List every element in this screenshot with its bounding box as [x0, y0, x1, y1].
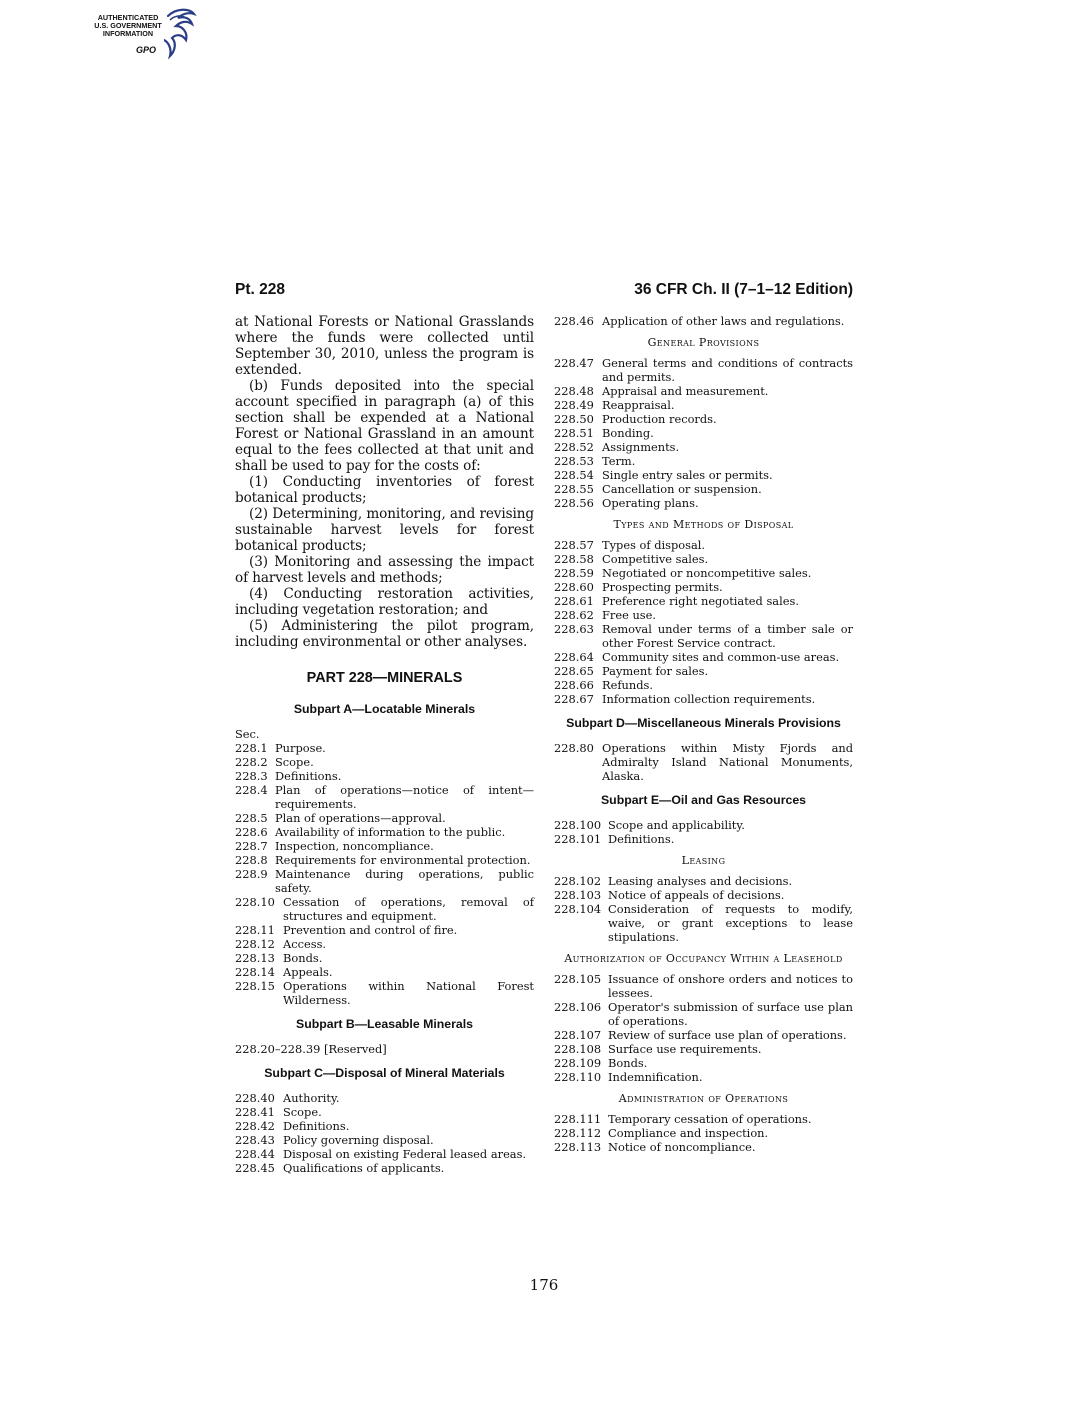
toc-entry	[554, 538, 853, 552]
toc-section-title: Review of surface use plan of operations.	[608, 1028, 847, 1042]
toc-section-title: Operating plans.	[602, 496, 699, 510]
toc-section-number: 228.43	[235, 1133, 275, 1147]
toc-entry	[554, 1112, 853, 1126]
paragraph-b-5: (5) Administering the pilot program, including environmental or other analyses.	[235, 618, 534, 650]
authorization-heading: Authorization of Occupancy Within a Leasehold	[564, 952, 843, 965]
toc-entry	[235, 1133, 534, 1147]
paragraph-continued: at National Forests or National Grasslands where the funds were collected until September 30, 2010, unless the program is extended.	[235, 314, 534, 378]
authorization-toc	[554, 972, 853, 1084]
toc-section-number: 228.44	[235, 1147, 275, 1161]
toc-section-title: Negotiated or noncompetitive sales.	[602, 566, 812, 580]
toc-entry	[554, 482, 853, 496]
toc-entry	[554, 664, 853, 678]
toc-entry	[554, 1126, 853, 1140]
toc-entry	[235, 755, 534, 769]
toc-entry	[554, 818, 853, 832]
toc-section-number: 228.65	[554, 664, 594, 678]
toc-section-number: 228.63	[554, 622, 594, 636]
toc-section-title: Types of disposal.	[602, 538, 706, 552]
toc-section-number: 228.45	[235, 1161, 275, 1175]
toc-section-title: Cessation of operations, removal of structures and equipment.	[283, 895, 534, 923]
toc-section-number: 228.64	[554, 650, 594, 664]
logo-line-3: INFORMATION	[102, 29, 154, 39]
toc-section-title: Bonding.	[602, 426, 654, 440]
types-methods-toc	[554, 538, 853, 706]
toc-entry	[554, 440, 853, 454]
toc-section-title: Compliance and inspection.	[608, 1126, 769, 1140]
toc-section-number: 228.112	[554, 1126, 602, 1140]
toc-section-title: Definitions.	[275, 769, 342, 783]
toc-section-title: Plan of operations—approval.	[275, 811, 446, 825]
toc-entry	[554, 594, 853, 608]
left-column	[235, 314, 534, 1175]
subpart-c-toc-left	[235, 1091, 534, 1175]
toc-section-number: 228.113	[554, 1140, 602, 1154]
toc-section-title: Scope.	[283, 1105, 322, 1119]
types-methods-heading: Types and Methods of Disposal	[613, 518, 794, 531]
subpart-c-toc-right	[554, 314, 853, 328]
general-provisions-heading: General Provisions	[647, 336, 760, 349]
toc-section-number: 228.102	[554, 874, 602, 888]
toc-section-title: Leasing analyses and decisions.	[608, 874, 793, 888]
toc-section-number: 228.101	[554, 832, 602, 846]
subpart-a-heading: Subpart A—Locatable Minerals	[293, 702, 476, 716]
toc-entry	[235, 965, 534, 979]
toc-entry	[235, 839, 534, 853]
toc-section-title: Qualifications of applicants.	[283, 1161, 445, 1175]
toc-entry	[554, 468, 853, 482]
toc-entry	[235, 937, 534, 951]
toc-entry	[554, 1000, 853, 1028]
toc-entry	[554, 650, 853, 664]
subpart-e-toc	[554, 818, 853, 846]
toc-section-title: General terms and conditions of contracts and permits.	[602, 356, 853, 384]
toc-section-title: Definitions.	[608, 832, 675, 846]
toc-section-title: Scope.	[275, 755, 314, 769]
toc-entry	[554, 1070, 853, 1084]
toc-section-title: Prospecting permits.	[602, 580, 723, 594]
toc-section-number: 228.57	[554, 538, 594, 552]
toc-section-number: 228.48	[554, 384, 594, 398]
toc-section-title: Reappraisal.	[602, 398, 675, 412]
toc-entry	[554, 622, 853, 650]
toc-section-number: 228.12	[235, 937, 275, 951]
toc-entry	[554, 741, 853, 783]
toc-section-number: 228.15	[235, 979, 275, 993]
toc-section-title: Preference right negotiated sales.	[602, 594, 799, 608]
toc-entry	[554, 1042, 853, 1056]
paragraph-b: (b) Funds deposited into the special account specified in paragraph (a) of this section shall be expended at a National Forest or National Grassland in an amount equal to the fees collected at that unit and shall be used to pay for the costs of:	[235, 378, 534, 474]
toc-section-number: 228.107	[554, 1028, 602, 1042]
logo-text	[82, 14, 174, 39]
toc-entry	[235, 1161, 534, 1175]
toc-entry	[554, 1028, 853, 1042]
running-header-cfr: 36 CFR Ch. II (7–1–12 Edition)	[634, 281, 853, 298]
toc-section-title: Free use.	[602, 608, 656, 622]
toc-section-number: 228.106	[554, 1000, 602, 1014]
toc-section-number: 228.42	[235, 1119, 275, 1133]
toc-section-title: Maintenance during operations, public safety.	[275, 867, 534, 895]
toc-section-title: Inspection, noncompliance.	[275, 839, 434, 853]
toc-section-number: 228.67	[554, 692, 594, 706]
paragraph-b-3: (3) Monitoring and assessing the impact of harvest levels and methods;	[235, 554, 534, 586]
toc-section-number: 228.56	[554, 496, 594, 510]
toc-section-number: 228.6	[235, 825, 268, 839]
toc-section-title: Operations within Misty Fjords and Admiralty Island National Monuments, Alaska.	[602, 741, 853, 783]
toc-section-number: 228.9	[235, 867, 268, 881]
leasing-toc	[554, 874, 853, 944]
toc-section-title: Notice of noncompliance.	[608, 1140, 756, 1154]
toc-section-number: 228.53	[554, 454, 594, 468]
toc-section-number: 228.109	[554, 1056, 602, 1070]
toc-entry	[554, 692, 853, 706]
toc-section-number: 228.11	[235, 923, 275, 937]
toc-entry	[235, 811, 534, 825]
subpart-c-heading: Subpart C—Disposal of Mineral Materials	[264, 1066, 505, 1080]
toc-section-title: Policy governing disposal.	[283, 1133, 434, 1147]
toc-section-title: Production records.	[602, 412, 717, 426]
toc-section-title: Disposal on existing Federal leased areas.	[283, 1147, 527, 1161]
toc-section-number: 228.1	[235, 741, 268, 755]
toc-entry	[235, 951, 534, 965]
toc-section-title: Assignments.	[602, 440, 680, 454]
running-header-part: Pt. 228	[235, 281, 285, 298]
toc-section-number: 228.59	[554, 566, 594, 580]
general-provisions-toc	[554, 356, 853, 510]
gpo-authenticated-logo	[68, 6, 202, 66]
right-column	[554, 314, 853, 1154]
toc-section-title: Access.	[283, 937, 327, 951]
toc-section-number: 228.103	[554, 888, 602, 902]
subpart-b-heading: Subpart B—Leasable Minerals	[296, 1017, 473, 1031]
toc-entry	[554, 356, 853, 384]
section-label: Sec.	[235, 727, 260, 741]
toc-entry	[554, 972, 853, 1000]
toc-entry	[554, 398, 853, 412]
toc-section-number: 228.52	[554, 440, 594, 454]
eagle-icon	[164, 6, 198, 66]
paragraph-b-2: (2) Determining, monitoring, and revising sustainable harvest levels for forest botanical products;	[235, 506, 534, 554]
toc-entry-reserved: 228.20–228.39 [Reserved]	[235, 1042, 387, 1056]
toc-section-number: 228.40	[235, 1091, 275, 1105]
toc-section-title: Surface use requirements.	[608, 1042, 762, 1056]
toc-entry	[554, 888, 853, 902]
toc-entry	[554, 1140, 853, 1154]
paragraph-b-4: (4) Conducting restoration activities, including vegetation restoration; and	[235, 586, 534, 618]
subpart-d-heading: Subpart D—Miscellaneous Minerals Provisions	[566, 716, 841, 730]
toc-entry	[554, 566, 853, 580]
toc-entry	[554, 832, 853, 846]
toc-section-title: Prevention and control of fire.	[283, 923, 458, 937]
toc-section-title: Bonds.	[608, 1056, 648, 1070]
toc-section-title: Cancellation or suspension.	[602, 482, 762, 496]
subpart-e-heading: Subpart E—Oil and Gas Resources	[600, 793, 806, 807]
toc-section-title: Notice of appeals of decisions.	[608, 888, 785, 902]
toc-section-title: Information collection requirements.	[602, 692, 816, 706]
toc-section-number: 228.4	[235, 783, 268, 797]
toc-section-title: Competitive sales.	[602, 552, 709, 566]
toc-section-title: Removal under terms of a timber sale or other Forest Service contract.	[602, 622, 853, 650]
toc-section-number: 228.49	[554, 398, 594, 412]
logo-line-1: AUTHENTICATED	[97, 13, 159, 22]
toc-section-title: Appeals.	[283, 965, 333, 979]
toc-section-title: Appraisal and measurement.	[602, 384, 769, 398]
toc-section-number: 228.111	[554, 1112, 602, 1126]
toc-section-number: 228.105	[554, 972, 602, 986]
toc-section-number: 228.14	[235, 965, 275, 979]
toc-entry	[235, 1091, 534, 1105]
toc-section-title: Requirements for environmental protection.	[275, 853, 531, 867]
subpart-b-toc	[235, 1042, 534, 1056]
toc-entry	[554, 384, 853, 398]
toc-section-title: Consideration of requests to modify, waive, or grant exceptions to lease stipulations.	[608, 902, 853, 944]
toc-entry	[235, 741, 534, 755]
toc-entry	[235, 853, 534, 867]
toc-entry	[554, 1056, 853, 1070]
toc-section-number: 228.10	[235, 895, 275, 909]
toc-entry	[554, 678, 853, 692]
toc-section-title: Operations within National Forest Wilderness.	[283, 979, 534, 1007]
toc-entry	[235, 867, 534, 895]
toc-section-number: 228.60	[554, 580, 594, 594]
toc-section-title: Community sites and common-use areas.	[602, 650, 840, 664]
toc-entry	[554, 412, 853, 426]
toc-entry	[235, 1119, 534, 1133]
toc-section-title: Authority.	[283, 1091, 340, 1105]
administration-heading: Administration of Operations	[618, 1092, 789, 1105]
toc-section-number: 228.110	[554, 1070, 602, 1084]
toc-section-title: Bonds.	[283, 951, 323, 965]
toc-section-title: Operator's submission of surface use plan of operations.	[608, 1000, 853, 1028]
toc-entry	[554, 314, 853, 328]
toc-section-number: 228.55	[554, 482, 594, 496]
leasing-heading: Leasing	[681, 854, 726, 867]
toc-section-number: 228.46	[554, 314, 594, 328]
paragraph-b-1: (1) Conducting inventories of forest botanical products;	[235, 474, 534, 506]
toc-section-number: 228.51	[554, 426, 594, 440]
toc-entry	[235, 769, 534, 783]
logo-line-2: U.S. GOVERNMENT	[94, 21, 162, 31]
toc-section-number: 228.108	[554, 1042, 602, 1056]
toc-section-number: 228.61	[554, 594, 594, 608]
administration-toc	[554, 1112, 853, 1154]
toc-section-title: Term.	[602, 454, 636, 468]
logo-gpo-mark: GPO	[136, 45, 157, 55]
toc-section-title: Issuance of onshore orders and notices to lessees.	[608, 972, 853, 1000]
toc-entry	[554, 552, 853, 566]
toc-section-title: Definitions.	[283, 1119, 350, 1133]
toc-section-title: Application of other laws and regulations.	[602, 314, 845, 328]
toc-section-title: Availability of information to the public.	[275, 825, 506, 839]
toc-entry	[554, 454, 853, 468]
toc-section-title: Temporary cessation of operations.	[608, 1112, 812, 1126]
toc-section-number: 228.5	[235, 811, 268, 825]
toc-section-title: Purpose.	[275, 741, 326, 755]
toc-section-number: 228.3	[235, 769, 268, 783]
toc-section-number: 228.104	[554, 902, 602, 916]
toc-section-title: Payment for sales.	[602, 664, 709, 678]
toc-entry	[235, 1105, 534, 1119]
toc-entry	[554, 608, 853, 622]
toc-section-number: 228.80	[554, 741, 594, 755]
toc-entry	[235, 825, 534, 839]
toc-entry	[554, 580, 853, 594]
toc-section-number: 228.47	[554, 356, 594, 370]
toc-section-title: Plan of operations—notice of intent—requirements.	[275, 783, 534, 811]
toc-section-number: 228.2	[235, 755, 268, 769]
toc-section-number: 228.100	[554, 818, 602, 832]
toc-entry	[235, 923, 534, 937]
toc-section-number: 228.41	[235, 1105, 275, 1119]
toc-section-number: 228.13	[235, 951, 275, 965]
toc-entry	[554, 426, 853, 440]
subpart-a-toc	[235, 741, 534, 1007]
toc-entry	[235, 1147, 534, 1161]
page-number: 176	[529, 1276, 559, 1294]
toc-section-number: 228.50	[554, 412, 594, 426]
toc-entry	[554, 874, 853, 888]
toc-section-title: Indemnification.	[608, 1070, 703, 1084]
toc-entry	[235, 979, 534, 1007]
part-title: PART 228—MINERALS	[306, 670, 463, 686]
toc-entry	[235, 783, 534, 811]
toc-section-number: 228.8	[235, 853, 268, 867]
toc-section-title: Refunds.	[602, 678, 653, 692]
toc-section-number: 228.66	[554, 678, 594, 692]
toc-entry	[554, 902, 853, 944]
toc-entry	[554, 496, 853, 510]
toc-entry	[235, 895, 534, 923]
toc-section-title: Scope and applicability.	[608, 818, 745, 832]
subpart-d-toc	[554, 741, 853, 783]
toc-section-number: 228.7	[235, 839, 268, 853]
toc-section-number: 228.62	[554, 608, 594, 622]
toc-section-title: Single entry sales or permits.	[602, 468, 773, 482]
toc-section-number: 228.54	[554, 468, 594, 482]
toc-section-number: 228.58	[554, 552, 594, 566]
